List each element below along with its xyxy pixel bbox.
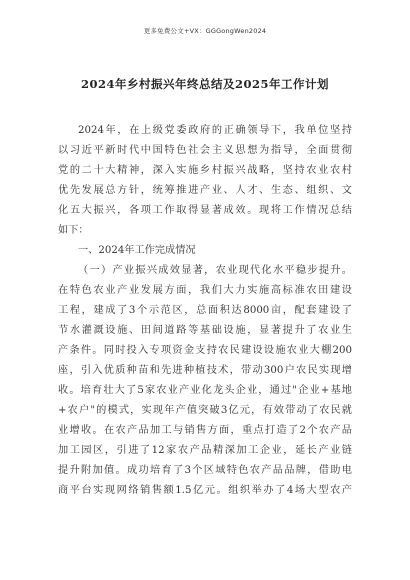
header-note: 更多免费公文+VX：GGGongWen2024 bbox=[143, 27, 267, 35]
paragraph-line: 2024年，在上级党委政府的正确领导下，我单位坚持 bbox=[78, 125, 352, 136]
section-heading bbox=[58, 241, 352, 261]
section-paragraph bbox=[58, 261, 352, 501]
paragraph-line: 产条件。同时投入专项资金支持农民建设设施农业大棚200 bbox=[58, 345, 352, 356]
paragraph-line: 以习近平新时代中国特色社会主义思想为指导，全面贯彻 bbox=[58, 145, 352, 156]
paragraph-line: 如下： bbox=[58, 225, 89, 236]
intro-paragraph bbox=[58, 121, 352, 241]
paragraph-line: 节水灌溉设施、田间道路等基础设施，显著提升了农业生 bbox=[58, 325, 352, 336]
paragraph-line: 业增收。在农产品加工与销售方面，重点打造了2个农产品 bbox=[58, 425, 352, 436]
paragraph-line: 优先发展总方针，统筹推进产业、人才、生态、组织、文 bbox=[58, 185, 352, 196]
paragraph-line: 座，引入优质种苗和先进种植技术，带动300户农民实现增 bbox=[58, 365, 352, 376]
paragraph-line: 在特色农业产业发展方面，我们大力实施高标准农田建设 bbox=[58, 285, 352, 296]
section-heading-text: 一、2024年工作完成情况 bbox=[78, 245, 196, 256]
document-title: 2024年乡村振兴年终总结及2025年工作计划 bbox=[80, 77, 329, 91]
subsection-heading: （一）产业振兴成效显著，农业现代化水平稳步提升。 bbox=[78, 265, 352, 276]
paragraph-line: 商平台实现网络销售额1.5亿元。组织举办了4场大型农产 bbox=[58, 485, 352, 496]
paragraph-line: 加工园区，引进了12家农产品精深加工企业，延长产业链 bbox=[58, 445, 352, 456]
paragraph-line: +农户"的模式，实现年产值突破3亿元，有效带动了农民就 bbox=[58, 405, 352, 416]
paragraph-line: 工程，建成了3个示范区，总面积达8000亩，配套建设了 bbox=[58, 305, 352, 316]
paragraph-line: 化五大振兴，各项工作取得显著成效。现将工作情况总结 bbox=[58, 205, 352, 216]
paragraph-line: 提升附加值。成功培育了3个区域特色农产品品牌，借助电 bbox=[58, 465, 352, 476]
paragraph-line: 党的二十大精神，深入实施乡村振兴战略，坚持农业农村 bbox=[58, 165, 352, 176]
paragraph-line: 收。培育壮大了5家农业产业化龙头企业，通过"企业+基地 bbox=[58, 385, 352, 396]
